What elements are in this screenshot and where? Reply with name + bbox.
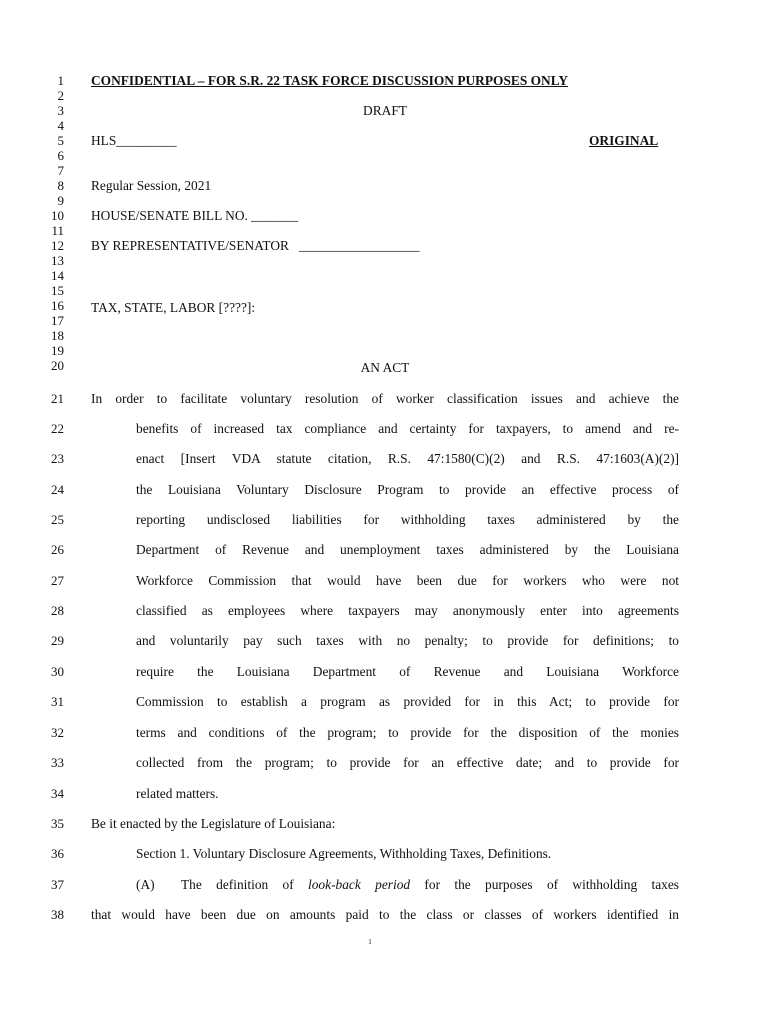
title-line: collected from the program; to provide for an effective date; and to provide for: [136, 755, 679, 770]
line-number: 7: [57, 163, 64, 178]
hls-field: HLS_________: [91, 133, 177, 148]
title-line: Workforce Commission that would have been due for workers who were not: [136, 573, 679, 588]
line-number: 18: [51, 328, 64, 343]
defined-term: look-back period: [308, 877, 411, 892]
line-number: 34: [51, 786, 64, 801]
line-number: 30: [51, 664, 64, 679]
line-number: 14: [51, 268, 64, 283]
title-line: require the Louisiana Department of Revenue and Louisiana Workforce: [136, 664, 679, 679]
line-number: 22: [51, 421, 64, 436]
line-number: 23: [51, 451, 64, 466]
line-number: 26: [51, 542, 64, 557]
body-line: that would have been due on amounts paid to the class or classes of workers identified in: [91, 907, 679, 922]
line-number: 4: [57, 118, 64, 133]
original-label: ORIGINAL: [589, 133, 659, 148]
subsection-text-pre: The definition of: [181, 877, 309, 892]
line-number: 10: [51, 208, 64, 223]
subsection-label: (A): [136, 877, 155, 892]
line-number: 31: [51, 694, 64, 709]
subject-line: TAX, STATE, LABOR [????]:: [91, 300, 256, 315]
page-number: 1: [368, 938, 372, 946]
an-act-heading: AN ACT: [360, 360, 410, 375]
title-line: Commission to establish a program as provided for in this Act; to provide for: [136, 694, 679, 709]
confidential-banner: CONFIDENTIAL – FOR S.R. 22 TASK FORCE DISCUSSION PURPOSES ONLY: [91, 73, 569, 88]
sponsor-line: BY REPRESENTATIVE/SENATOR __________________: [91, 238, 420, 253]
line-number: 12: [51, 238, 64, 253]
line-number: 21: [51, 391, 64, 406]
bill-number: HOUSE/SENATE BILL NO. _______: [91, 208, 299, 223]
title-line: related matters.: [136, 786, 219, 801]
title-line: In order to facilitate voluntary resolution of worker classification issues and achieve the: [91, 391, 679, 406]
line-number: 20: [51, 358, 64, 373]
title-line: Department of Revenue and unemployment taxes administered by the Louisiana: [136, 542, 679, 557]
line-number: 1: [57, 73, 64, 88]
line-number: 11: [51, 223, 64, 238]
title-line: enact [Insert VDA statute citation, R.S. 47:1580(C)(2) and R.S. 47:1603(A)(2)]: [136, 451, 679, 466]
line-number: 29: [51, 633, 64, 648]
title-line: terms and conditions of the program; to provide for the disposition of the monies: [136, 725, 679, 740]
session-line: Regular Session, 2021: [91, 178, 212, 193]
line-number: 35: [51, 816, 64, 831]
line-number: 15: [51, 283, 64, 298]
line-number: 24: [51, 482, 64, 497]
line-number: 17: [51, 313, 64, 328]
section-heading: Section 1. Voluntary Disclosure Agreements, Withholding Taxes, Definitions.: [136, 846, 552, 861]
subsection-text-post: for the purposes of withholding taxes: [410, 877, 679, 892]
title-line: benefits of increased tax compliance and certainty for taxpayers, to amend and re-: [136, 421, 679, 436]
line-number: 19: [51, 343, 64, 358]
draft-label: DRAFT: [363, 103, 407, 118]
line-number: 16: [51, 298, 64, 313]
line-number: 25: [51, 512, 64, 527]
title-line: and voluntarily pay such taxes with no penalty; to provide for definitions; to: [136, 633, 679, 648]
enacting-clause: Be it enacted by the Legislature of Louisiana:: [91, 816, 336, 831]
line-number: 13: [51, 253, 64, 268]
line-number: 32: [51, 725, 64, 740]
line-number: 6: [57, 148, 64, 163]
line-number: 9: [57, 193, 64, 208]
title-line: the Louisiana Voluntary Disclosure Program to provide an effective process of: [136, 482, 679, 497]
line-number: 2: [57, 88, 64, 103]
subsection-text: [181, 877, 679, 893]
line-number: 38: [51, 907, 64, 922]
line-number: 37: [51, 877, 64, 892]
line-number: 8: [57, 178, 64, 193]
title-line: reporting undisclosed liabilities for withholding taxes administered by the: [136, 512, 679, 527]
line-number: 28: [51, 603, 64, 618]
line-number: 33: [51, 755, 64, 770]
line-number: 3: [57, 103, 64, 118]
line-number: 5: [57, 133, 64, 148]
line-number: 36: [51, 846, 64, 861]
title-line: classified as employees where taxpayers may anonymously enter into agreements: [136, 603, 679, 618]
line-number: 27: [51, 573, 64, 588]
